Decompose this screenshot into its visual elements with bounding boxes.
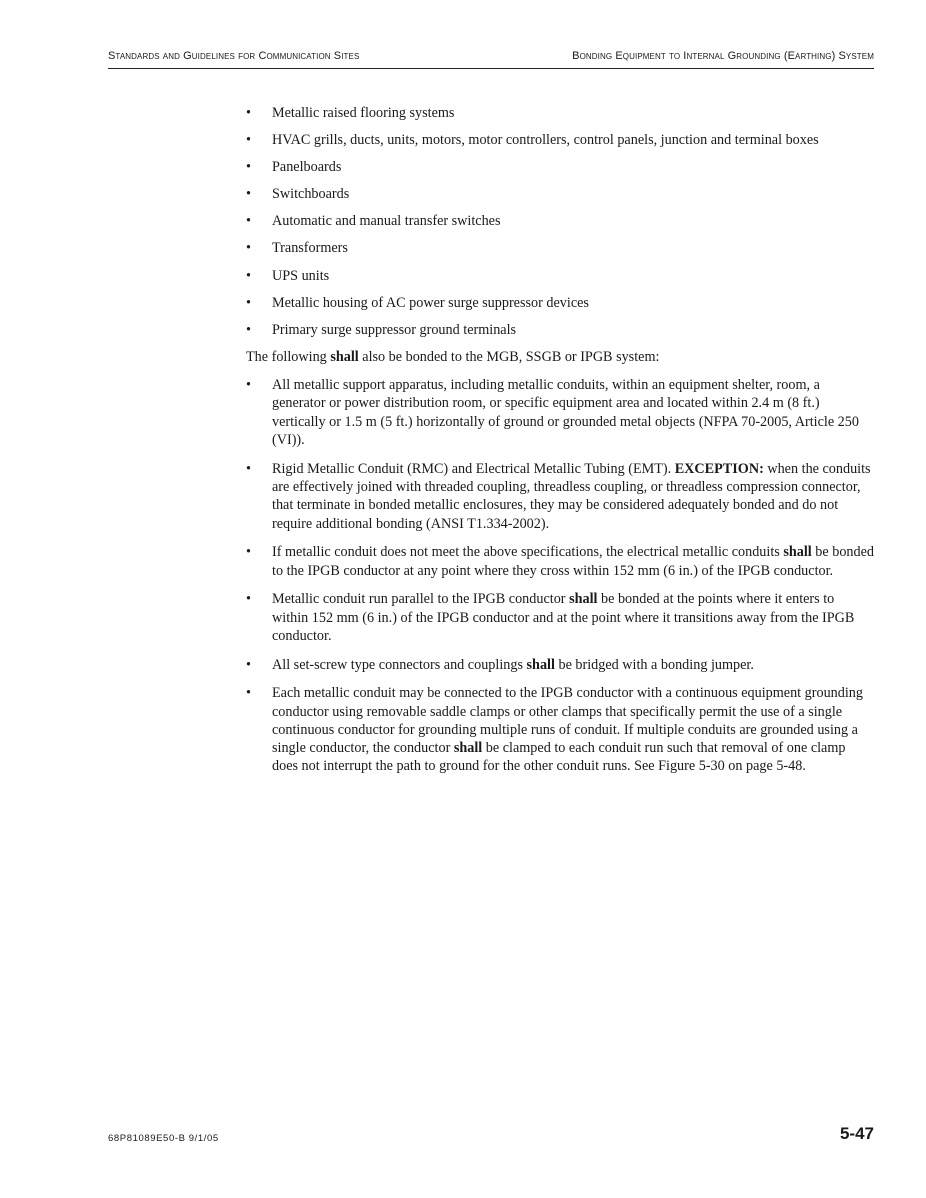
header-left-title: Standards and Guidelines for Communication Sites <box>108 50 360 62</box>
header-right-title: Bonding Equipment to Internal Grounding (Earthing) System <box>572 50 874 62</box>
list-item: • Panelboards <box>246 159 342 176</box>
bullet-icon: • <box>246 656 251 673</box>
bullet-icon: • <box>246 105 251 121</box>
bullet-icon: • <box>246 159 251 176</box>
list-item: • Transformers <box>246 240 348 257</box>
bullet-icon: • <box>246 591 251 608</box>
list-item: • All metallic support apparatus, including metallic conduits, within an equipment shelter, room, a generator or power distribution room, or specific equipment area and located within 2.4 m (8 ft.) vertically or 1.5 m (5 ft.) horizontally of ground or grounded metal objects (NFPA 70-2005, Article 250 (VI)). <box>246 377 859 449</box>
document-id-footer: 68P81089E50-B 9/1/05 <box>108 1133 219 1144</box>
intro-paragraph: The following shall also be bonded to the MGB, SSGB or IPGB system: <box>246 348 660 365</box>
page-body <box>246 104 874 786</box>
list-item: • Metallic housing of AC power surge suppressor devices <box>246 294 589 311</box>
bullet-icon: • <box>246 294 251 311</box>
list-item: • HVAC grills, ducts, units, motors, motor controllers, control panels, junction and terminal boxes <box>246 132 819 149</box>
bonding-requirements-list <box>246 376 874 776</box>
bullet-icon: • <box>246 213 251 230</box>
list-item: • UPS units <box>246 267 330 284</box>
list-item: • Metallic raised flooring systems <box>246 105 455 121</box>
equipment-list <box>246 104 874 339</box>
list-item: • Each metallic conduit may be connected to the IPGB conductor with a continuous equipment grounding conductor using removable saddle clamps or other clamps that specifically permit the use of a single continuous conductor for grounding multiple runs of conduit. If multiple conduits are grounded using a single conductor, the conductor shall be clamped to each conduit run such that removal of one clamp does not interrupt the path to ground for the other conduit runs. See Figure 5-30 on page 5-48. <box>246 685 863 775</box>
list-item: • Automatic and manual transfer switches <box>246 213 501 230</box>
bullet-icon: • <box>246 267 251 284</box>
list-item: • Primary surge suppressor ground terminals <box>246 321 517 338</box>
page-number: 5-47 <box>839 1124 874 1143</box>
list-item: • Switchboards <box>246 186 350 203</box>
bullet-icon: • <box>246 685 251 702</box>
bullet-icon: • <box>246 321 251 338</box>
bullet-icon: • <box>246 377 251 394</box>
page-header <box>108 46 874 69</box>
bullet-icon: • <box>246 132 251 149</box>
list-item: • Metallic conduit run parallel to the IPGB conductor shall be bonded at the points where it enters to within 152 mm (6 in.) of the IPGB conductor and at the point where it transitions away from the IPGB conductor. <box>246 591 855 644</box>
list-item: • Rigid Metallic Conduit (RMC) and Electrical Metallic Tubing (EMT). EXCEPTION: when the conduits are effectively joined with threaded coupling, threadless coupling, or threadless compression connector, that terminate in bonded metallic enclosures, they may be considered adequately bonded and do not require additional bonding (ANSI T1.334-2002). <box>246 460 871 532</box>
bullet-icon: • <box>246 186 251 203</box>
bullet-icon: • <box>246 460 251 477</box>
list-item: • All set-screw type connectors and couplings shall be bridged with a bonding jumper. <box>246 656 754 673</box>
bullet-icon: • <box>246 544 251 561</box>
bullet-icon: • <box>246 240 251 257</box>
list-item: • If metallic conduit does not meet the above specifications, the electrical metallic conduits shall be bonded to the IPGB conductor at any point where they cross within 152 mm (6 in.) of the IPGB conductor. <box>246 544 875 579</box>
